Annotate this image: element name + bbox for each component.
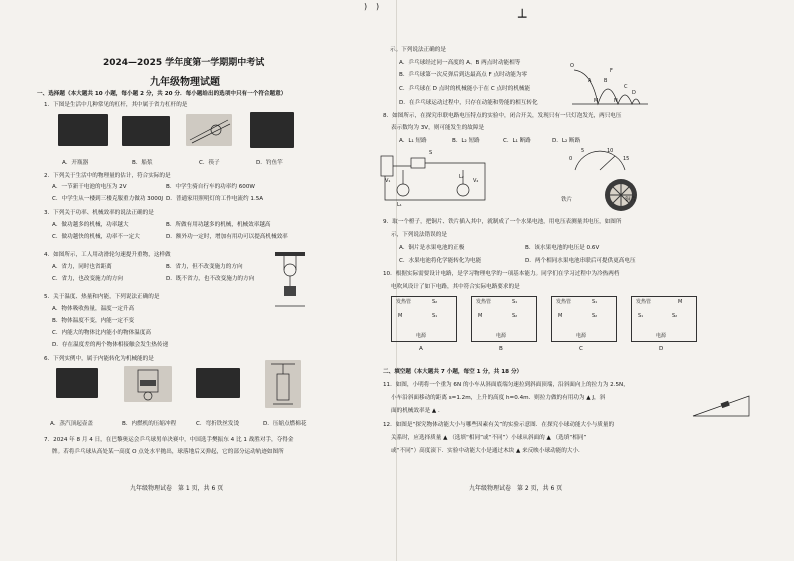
steam-kettle-photo [56,368,98,398]
q1-option-a: A．开瓶器 [62,160,89,166]
q2-stem: 2．下列关于生活中的物理量的估计，符合实际的是 [44,173,171,179]
page-2-footer: 九年级物理试卷 第 2 页，共 6 页 [469,485,563,492]
dial-tick-10: 10 [607,148,614,154]
heater-label: 发热管 [636,299,652,305]
source-label: 电源 [576,333,587,339]
q2-option-a: A．一节新干电池的电压为 2V [52,184,127,190]
heater-label: 发热管 [476,299,492,305]
point-a-label: A [588,78,592,84]
q5-option-b: B．物体温度不变，内能一定不变 [52,318,135,324]
q8-option-b: B．L₂ 短路 [452,138,480,144]
copper-plate-label: 铜片 [625,197,637,203]
engine-cylinder-figure [124,366,172,402]
q4-option-a: A．省力，同时也省距离 [52,264,112,270]
voltmeter-v1-label: V₁ [385,178,391,184]
exam-page-2 [383,0,794,561]
q4-option-b: B．省力，但不改变施力的方向 [166,264,243,270]
q10-option-c: C [579,346,583,352]
q2-option-c: C．中学生从一楼到三楼克服重力做功 3000J [52,196,164,202]
switch-s1-label: S₁ [592,299,598,305]
boat-oar-photo [122,116,170,146]
q6-option-b: B．内燃机的压缩冲程 [122,421,177,427]
compression-igniter-figure [265,360,301,408]
q2-option-b: B．中学生骑自行车的功率约 600W [166,184,255,190]
pulley-icon [273,250,307,308]
q5-option-c: C．内能大的物体比内能小的物体温度高 [52,330,152,336]
chopsticks-photo [186,114,232,146]
switch-s1-label: S₁ [432,313,438,319]
q6-stem: 6．下列实例中，属于内能转化为机械能的是 [44,356,154,362]
heater-label: 发热管 [396,299,412,305]
lamp-l1-label: L₁ [397,202,402,208]
q10-option-d: D [659,346,664,352]
q1-stem: 1．下图是生活中几种常见的杠杆，其中属于省力杠杆的是 [44,102,188,108]
switch-s2-label: S₂ [512,313,518,319]
incline-icon [691,392,751,418]
dial-tick-0: 0 [569,156,573,162]
motor-label: M [558,313,563,319]
page-1-footer: 九年级物理试卷 第 1 页，共 6 页 [130,485,224,492]
circuit-d [631,296,697,342]
q3-option-a: A．做功越多的机械，功率越大 [52,222,129,228]
q1-option-d: D．钓鱼竿 [256,160,283,166]
orange-icon [601,176,641,214]
q9-option-c: C．水果电池将化学能转化为电能 [399,258,482,264]
dial-tick-15: 15 [623,156,630,162]
section2-heading: 二、填空题（本大题共 7 小题，每空 1 分，共 18 分） [383,369,523,375]
q11-line3: 面的机械效率是 ▲ ． [391,408,444,414]
q3-option-b: B．所做有用功越多的机械，机械效率越高 [166,222,271,228]
q4-option-c: C．省力，也改变施力的方向 [52,276,124,282]
q8-option-c: C．L₁ 断路 [503,138,531,144]
q7-stem-line1: 7．2024 年 8 月 4 日，在巴黎奥运会乒乓球男单决赛中，中国选手樊振东 4 比 1 战胜对手，夺得金 [44,437,294,443]
syringe-icon [265,360,301,408]
source-label: 电源 [656,333,667,339]
q3-stem: 3．下列关于功率、机械效率的说法正确的是 [44,210,154,216]
q9-option-d: D．两个相同水果电池串联后可提供更高电压 [525,258,636,264]
switch-s2-label: S₂ [432,299,438,305]
q9-stem-line1: 9．取一个橙子，把铜片、铁片插入其中，就制成了一个水果电池，用电压表测量其电压，如图所 [383,219,622,225]
chopsticks-icon [186,114,232,146]
scan-mark: ) [364,2,368,11]
exam-year-title: 2024—2025 学年度第一学期期中考试 [103,58,265,68]
q6-option-d: D．压缩点燃棉花 [263,421,307,427]
heater-label: 发热管 [556,299,572,305]
q10-stem-line1: 10．根据实际需要设计电路，是学习物理电学的一项基本能力。同学们在学习过程中为冷热两档 [383,271,620,277]
q5-option-a: A．物体吸收热量，温度一定升高 [52,306,135,312]
voltmeter-dial-figure [569,146,631,174]
incline-figure [691,392,751,418]
point-d-label: D [632,90,636,96]
q4-option-d: D．既不省力，也不改变施力的方向 [166,276,255,282]
q5-stem: 5．关于温度、热量和内能，下列说法正确的是 [44,294,160,300]
q6-option-a: A．蒸汽顶起壶盖 [50,421,93,427]
exam-subject-title: 九年级物理试题 [150,77,220,88]
point-c-label: C [624,84,628,90]
switch-s1-label: S₁ [638,313,644,319]
q7-stem-line3: 示。下列说法正确的是 [390,47,446,53]
q9-option-b: B．该水果电池的电压是 0.6V [525,245,600,251]
q12-line3: 或“不同”）高度滚下．实验中动能大小是通过木块 ▲ 来反映小球动能的大小． [391,448,584,454]
motor-label: M [478,313,483,319]
q8-stem-line1: 8．如图所示，在探究串联电路电压特点的实验中，闭合开关，发现只有一只灯泡发光，两只电压 [383,113,622,119]
section1-heading: 一、选择题（本大题共 10 小题，每小题 2 分，共 20 分．每小题给出的选项中只有一个符合题意） [37,91,287,97]
source-label: 电源 [496,333,507,339]
q10-stem-line2: 电吹风设计了如下电路，其中符合实际电路要求的是 [391,284,520,290]
q9-option-a: A．铜片是水果电池的正极 [399,245,465,251]
pulley-worker-figure [273,250,307,308]
lamp-l2-label: L₂ [459,174,464,180]
q8-option-d: D．L₂ 断路 [552,138,581,144]
iron-plate-label: 铁片 [561,197,573,203]
q3-option-c: C．做功越快的机械，功率不一定大 [52,234,140,240]
q7-option-c: C．乒乓球在 D 点时的机械能小于在 C 点时的机械能 [399,86,531,92]
series-circuit-figure [375,150,495,212]
q4-stem: 4．如图所示，工人用动滑轮匀速提升重物，这样做 [44,252,171,258]
ball-trajectory-figure [570,60,650,108]
switch-s2-label: S₂ [672,313,678,319]
q11-line1: 11．如图，小明将一个重为 6N 的小车从斜面底端匀速拉到斜面顶端，沿斜面向上的拉力为 2.5N， [383,382,629,388]
bending-wire-photo [196,368,240,398]
q3-option-d: D．额外功一定时，增加有用功可以提高机械效率 [166,234,288,240]
voltmeter-dial-icon [569,146,631,174]
point-b-label: B [604,78,608,84]
q9-stem-line2: 示，下列说法错误的是 [391,232,447,238]
point-n-label: N [614,98,618,104]
fishing-rod-photo [250,112,294,148]
q10-option-a: A [419,346,423,352]
q11-line2: 小车沿斜面移动的距离 s=1.2m，上升的高度 h=0.4m．则拉力做的有用功为 ▲ J，斜 [391,395,606,401]
q7-stem-line2: 牌。若将乒乓球从高处某一高度 O 点处水平抛出，球落地后又弹起，它的部分运动轨迹如图所 [52,449,284,455]
q12-line2: 关系时，应选择质量 ▲ （选填“相同”或“不同”）小球从斜面的 ▲ （选填“相同” [391,435,587,441]
q2-option-d: D．普通家用照明灯的工作电流约 1.5A [166,196,264,202]
q10-option-b: B [499,346,503,352]
motor-label: M [398,313,403,319]
q8-stem-line2: 表示数均为 3V，则可能发生的故障是 [391,125,485,131]
switch-s-label: S [429,150,433,156]
q6-option-c: C．弯折铁丝发烫 [196,421,240,427]
motor-label: M [678,299,683,305]
scan-mark: ) [376,2,380,11]
point-o-label: O [570,63,574,69]
point-f-label: F [610,68,613,74]
q7-option-a: A．乒乓球经过同一高度的 A、B 两点时动能相等 [399,60,521,66]
q5-option-d: D．存在温度差的两个物体相接触会发生热传递 [52,342,169,348]
q12-line1: 12．如图是“探究物体动能大小与哪些因素有关”的实验示意图．在探究小球动能大小与质量的 [383,422,615,428]
dial-tick-5: 5 [581,148,585,154]
piston-icon [124,366,172,402]
switch-s1-label: S₁ [512,299,518,305]
q1-option-b: B．船浆 [132,160,153,166]
circuit-b [471,296,537,342]
circuit-c [551,296,617,342]
q1-option-c: C．筷子 [199,160,220,166]
q7-option-d: D．在乒乓球运动过程中，只存在动能和势能的相互转化 [399,100,538,106]
top-binding-mark: ┴ [518,10,527,26]
q8-option-a: A．L₁ 短路 [399,138,427,144]
voltmeter-v2-label: V₂ [473,178,479,184]
bottle-opener-photo [58,114,108,146]
point-m-label: M [594,98,599,104]
hair-dryer-circuits [391,296,701,358]
source-label: 电源 [416,333,427,339]
orange-battery-figure [601,176,641,214]
circuit-a [391,296,457,342]
switch-s2-label: S₂ [592,313,598,319]
q7-option-b: B．乒乓球第一次反弹后到达最高点 F 点时动能为零 [399,72,528,78]
